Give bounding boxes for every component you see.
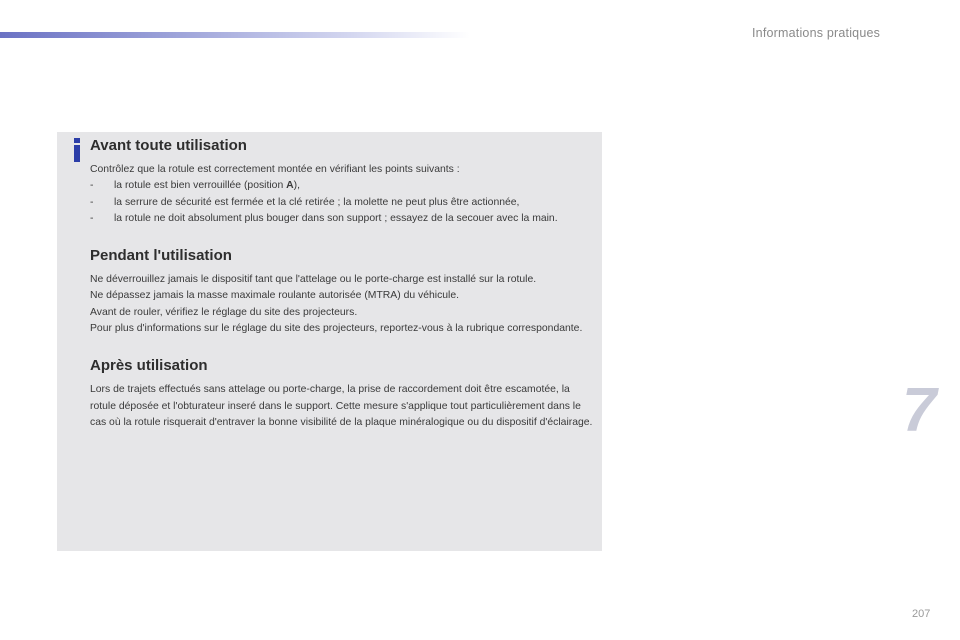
section-body-during-use [90, 272, 598, 337]
list-item-text-end: ), [293, 180, 300, 192]
intro-paragraph: Contrôlez que la rotule est correctement montée en vérifiant les points suivants : [90, 164, 460, 175]
list-item [90, 178, 598, 194]
list-item [90, 211, 598, 227]
list-item-text: la rotule ne doit absolument plus bouger dans son support ; essayez de la secouer avec la main. [114, 212, 558, 224]
section-heading-during-use: Pendant l'utilisation [90, 247, 232, 265]
page-number: 207 [912, 608, 931, 620]
list-dash: - [90, 212, 94, 224]
paragraph: Ne déverrouillez jamais le dispositif tant que l'attelage ou le porte-charge est installé sur la rotule. [90, 274, 537, 286]
header-accent-bar [0, 32, 470, 38]
section-heading-before-use: Avant toute utilisation [90, 137, 247, 154]
info-icon-stem [74, 145, 80, 162]
paragraph: Lors de trajets effectués sans attelage ou porte-charge, la prise de raccordement doit être escamotée, la rotule déposée et l'obturateur inseré dans le support. Cette mesure s'applique tout particulièrement dans le cas où la rotule risquerait d'entraver la bonne visibilité de la plaque minéralogique ou du dispositif d'éclairage. [90, 384, 593, 428]
info-box-content [90, 137, 598, 431]
section-title: Informations pratiques [752, 26, 881, 40]
list-dash: - [90, 196, 94, 208]
info-icon-dot [74, 138, 80, 143]
paragraph: Pour plus d'informations sur le réglage du site des projecteurs, reportez-vous à la rubrique correspondante. [90, 323, 583, 335]
list-item-text: la serrure de sécurité est fermée et la clé retirée ; la molette ne peut plus être actionnée, [114, 196, 520, 208]
paragraph: Avant de rouler, vérifiez le réglage du site des projecteurs. [90, 306, 358, 318]
paragraph: Ne dépassez jamais la masse maximale roulante autorisée (MTRA) du véhicule. [90, 290, 460, 302]
section-body-before-use [90, 162, 598, 227]
section-heading-after-use: Après utilisation [90, 357, 208, 375]
list-item [90, 195, 598, 211]
section-body-after-use [90, 382, 598, 431]
position-label: A [286, 180, 294, 192]
info-icon [71, 138, 83, 162]
list-item-text: la rotule est bien verrouillée (position [114, 180, 287, 192]
list-dash: - [90, 180, 94, 192]
chapter-number: 7 [902, 376, 937, 445]
